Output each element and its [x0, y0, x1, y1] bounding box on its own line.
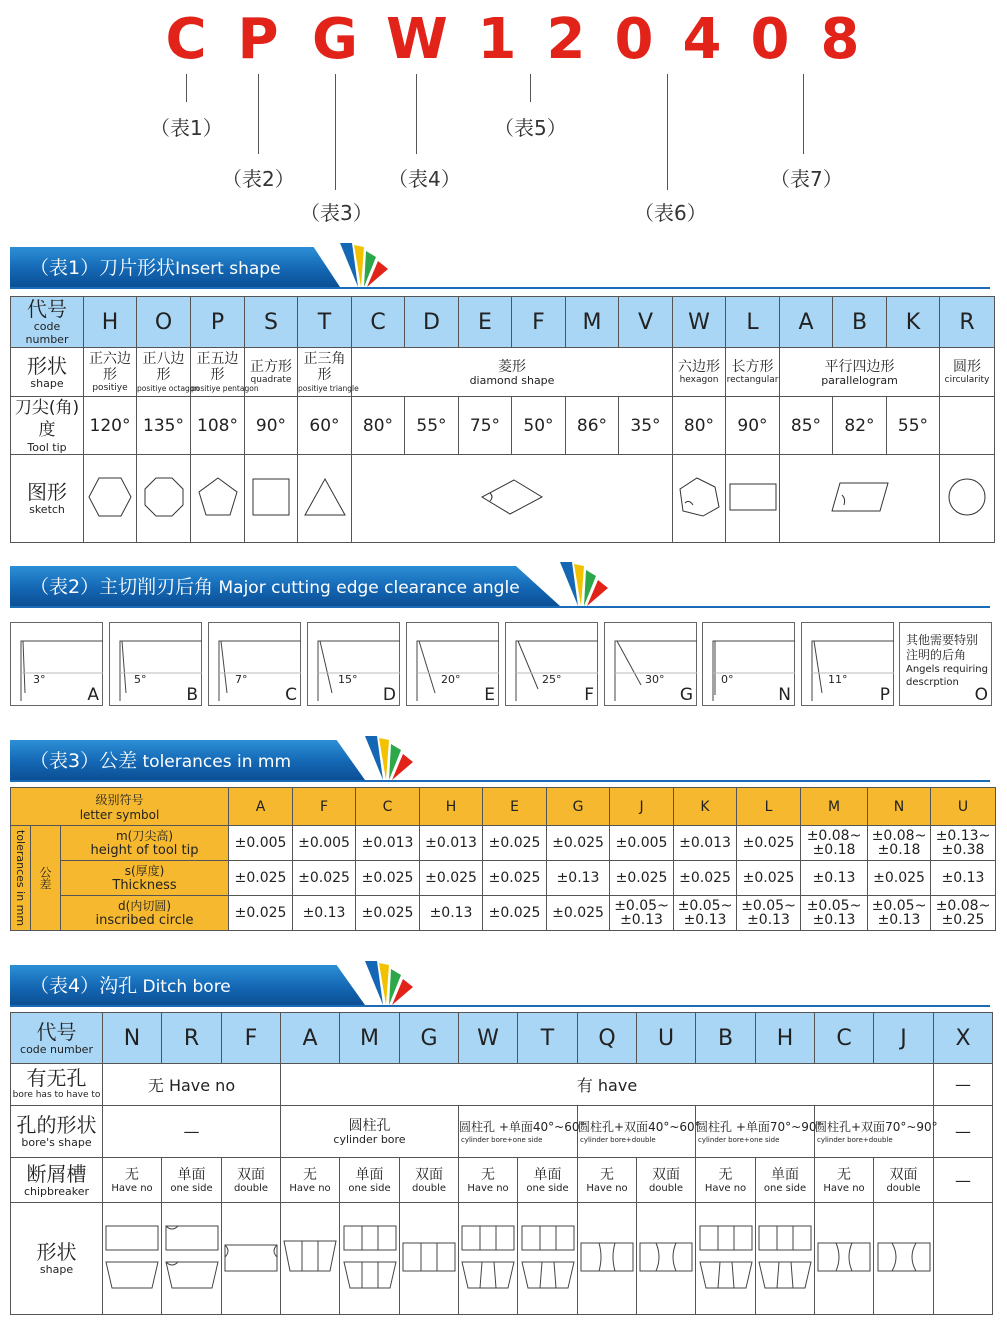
tolerance-cell: ±0.025 [420, 861, 483, 896]
bore-cell: 圆柱孔 cylinder bore [281, 1106, 459, 1158]
ref-label: （表4） [388, 167, 461, 191]
profile-icon [340, 1203, 400, 1315]
shape-cell: 正三角形 positiye triangle [298, 348, 352, 397]
tolerance-cell: ±0.025 [483, 861, 547, 896]
code-char: 0 [614, 7, 654, 72]
shape-cell: 正八边形 positiye octagon [137, 348, 191, 397]
has-cell: 有 have [281, 1064, 934, 1106]
code-cell: D [405, 297, 459, 348]
code-cell: K [887, 297, 940, 348]
section-banner-4 [10, 961, 415, 1005]
divider [10, 606, 990, 608]
shape-cell: 平行四边形 parallelogram [780, 348, 940, 397]
breaker-cell: 无 Have no [281, 1158, 340, 1203]
angle-cell: 80° [352, 397, 405, 455]
dash-cell: — [103, 1106, 281, 1158]
tolerance-letter: A [229, 788, 293, 826]
code-cell: F [222, 1013, 281, 1064]
ref-label: （表1） [150, 116, 223, 140]
breaker-cell: 无 Have no [103, 1158, 162, 1203]
row-label-code: 代号 code number [11, 297, 84, 348]
divider [10, 287, 990, 289]
letter-symbol-header: 级别符号 letter symbol [11, 788, 229, 826]
breaker-cell: 单面 one side [340, 1158, 400, 1203]
tolerance-cell: ±0.025 [229, 896, 293, 931]
tolerance-cell: ±0.08~ ±0.18 [801, 826, 868, 861]
tolerance-cell: ±0.05~ ±0.13 [801, 896, 868, 931]
profile-icon [874, 1203, 934, 1315]
code-char: 4 [682, 7, 722, 72]
profile-icon [637, 1203, 696, 1315]
code-char: C [165, 7, 207, 72]
section-banner-1 [10, 243, 390, 287]
shape-cell: 圆形 circularity [940, 348, 995, 397]
divider [10, 1005, 990, 1007]
breaker-cell: 单面 one side [518, 1158, 578, 1203]
tolerance-cell: ±0.005 [293, 826, 356, 861]
bore-cell: 圆柱孔 +单面40°~60° cylinder bore+one side [459, 1106, 578, 1158]
code-cell: B [833, 297, 887, 348]
code-cell: V [619, 297, 673, 348]
tolerance-letter: K [674, 788, 737, 826]
code-cell: M [340, 1013, 400, 1064]
profile-icon [578, 1203, 637, 1315]
angle-cell: 108° [191, 397, 245, 455]
breaker-cell: 双面 double [637, 1158, 696, 1203]
code-cell: J [874, 1013, 934, 1064]
breaker-cell: 双面 double [222, 1158, 281, 1203]
circle-icon [940, 455, 995, 543]
clearance-item: 5° B [109, 622, 202, 706]
code-cell: A [780, 297, 833, 348]
code-cell: C [815, 1013, 874, 1064]
tolerance-cell: ±0.025 [547, 826, 610, 861]
tolerance-cell: ±0.025 [547, 896, 610, 931]
clearance-item-other: 其他需要特别 注明的后角 Angels requiring descrption O [899, 622, 992, 706]
ditch-bore-table [10, 1012, 993, 1315]
code-cell: E [459, 297, 512, 348]
tolerance-cell: ±0.025 [868, 861, 931, 896]
rays-icon [355, 736, 415, 780]
code-cell: B [696, 1013, 756, 1064]
code-cell: U [637, 1013, 696, 1064]
code-char: W [386, 7, 448, 72]
angle-cell [940, 397, 995, 455]
code-cell: H [756, 1013, 815, 1064]
shape-cell: 正五边形 positiye pentagon [191, 348, 245, 397]
section-title-en: Insert shape [175, 259, 281, 279]
tolerance-cell: ±0.005 [610, 826, 674, 861]
tolerance-cell: ±0.13 [547, 861, 610, 896]
breaker-cell: 单面 one side [162, 1158, 222, 1203]
tolerance-side-label: tolerances in mm [11, 826, 31, 931]
code-cell: H [84, 297, 137, 348]
angle-cell: 120° [84, 397, 137, 455]
tolerance-letter: C [356, 788, 420, 826]
tolerance-side-cn: 公差 [31, 826, 61, 931]
angle-cell: 35° [619, 397, 673, 455]
dash-cell: — [934, 1064, 993, 1106]
tolerance-cell: ±0.05~ ±0.13 [737, 896, 801, 931]
triangle-icon [298, 455, 352, 543]
ref-line [258, 74, 259, 154]
angle-cell: 90° [245, 397, 298, 455]
breaker-cell: 双面 double [874, 1158, 934, 1203]
tolerance-row-label: s(厚度) Thickness [61, 861, 229, 896]
tolerance-letter: N [868, 788, 931, 826]
rays-icon [550, 562, 610, 606]
dash-cell: — [934, 1158, 993, 1203]
profile-icon [756, 1203, 815, 1315]
ref-label: （表7） [770, 167, 843, 191]
angle-cell: 86° [566, 397, 619, 455]
profile-icon [696, 1203, 756, 1315]
row-label-bore-shape: 孔的形状 bore's shape [11, 1106, 103, 1158]
angle-cell: 90° [726, 397, 780, 455]
tolerance-cell: ±0.025 [737, 826, 801, 861]
tolerance-cell: ±0.025 [483, 826, 547, 861]
bore-cell: 圆柱孔+双面40°~60° cylinder bore+double [578, 1106, 696, 1158]
code-cell: T [518, 1013, 578, 1064]
row-label-chipbreaker: 断屑槽 chipbreaker [11, 1158, 103, 1203]
code-cell: R [162, 1013, 222, 1064]
tolerance-cell: ±0.13 [801, 861, 868, 896]
code-cell: X [934, 1013, 993, 1064]
divider [10, 780, 990, 782]
code-cell: W [673, 297, 726, 348]
tolerance-letter: F [293, 788, 356, 826]
row-label-sketch: 图形 sketch [11, 455, 84, 543]
ref-line [186, 74, 187, 102]
ref-label: （表5） [494, 116, 567, 140]
code-cell: S [245, 297, 298, 348]
row-label-shape: 形状 shape [11, 348, 84, 397]
tolerance-row-label: d(内切圆) inscribed circle [61, 896, 229, 931]
clearance-item: 20° E [406, 622, 499, 706]
dash-cell: — [934, 1106, 993, 1158]
ref-label: （表6） [634, 201, 707, 225]
section-title: （表1）刀片形状 [30, 257, 176, 279]
has-no-cell: 无 Have no [103, 1064, 281, 1106]
code-char: 2 [546, 7, 586, 72]
tolerance-cell: ±0.025 [610, 861, 674, 896]
octagon-icon [137, 455, 191, 543]
code-cell: R [940, 297, 995, 348]
clearance-item: 30° G [604, 622, 697, 706]
tolerance-letter: M [801, 788, 868, 826]
rays-icon [330, 243, 390, 287]
tolerance-letter: J [610, 788, 674, 826]
code-cell: F [512, 297, 566, 348]
tolerance-cell: ±0.025 [293, 861, 356, 896]
shape-cell: 长方形 rectangular [726, 348, 780, 397]
tolerance-letter: L [737, 788, 801, 826]
angle-cell: 55° [405, 397, 459, 455]
section-title-en: Ditch bore [137, 977, 231, 997]
code-cell: M [566, 297, 619, 348]
tolerance-cell: ±0.13 [931, 861, 996, 896]
tolerance-cell: ±0.025 [483, 896, 547, 931]
square-icon [245, 455, 298, 543]
code-cell: G [400, 1013, 459, 1064]
ref-line [667, 74, 668, 190]
tolerance-letter: U [931, 788, 996, 826]
tolerance-cell: ±0.025 [229, 861, 293, 896]
clearance-item: 11° P [801, 622, 894, 706]
section-title-en: tolerances in mm [137, 752, 292, 772]
tolerance-cell: ±0.13 [420, 896, 483, 931]
profile-icon [222, 1203, 281, 1315]
tolerance-cell: ±0.05~ ±0.13 [868, 896, 931, 931]
rays-icon [355, 961, 415, 1005]
profile-icon [459, 1203, 518, 1315]
profile-icon [162, 1203, 222, 1315]
code-char: 1 [477, 7, 517, 72]
angle-cell: 85° [780, 397, 833, 455]
code-cell: C [352, 297, 405, 348]
ref-line [416, 74, 417, 154]
tolerance-letter: H [420, 788, 483, 826]
clearance-item: 7° C [208, 622, 301, 706]
profile-icon [518, 1203, 578, 1315]
profile-icon [103, 1203, 162, 1315]
shape-cell: 正六边形 positiye [84, 348, 137, 397]
section-title: （表2）主切削刃后角 [30, 576, 214, 598]
hexagon-irregular-icon [673, 455, 726, 543]
breaker-cell: 双面 double [400, 1158, 459, 1203]
angle-cell: 82° [833, 397, 887, 455]
tolerance-letter: E [483, 788, 547, 826]
profile-icon [815, 1203, 874, 1315]
row-label-bore: 有无孔 bore has to have to [11, 1064, 103, 1106]
breaker-cell: 无 Have no [815, 1158, 874, 1203]
ref-label: （表3） [300, 201, 373, 225]
section-banner-2 [10, 562, 610, 606]
insert-shape-table [10, 296, 995, 543]
clearance-item: 3° A [10, 622, 103, 706]
bore-cell: 圆柱孔 +单面70°~90° cylinder bore+one side [696, 1106, 815, 1158]
tolerance-cell: ±0.025 [674, 861, 737, 896]
code-cell: T [298, 297, 352, 348]
tolerance-cell: ±0.025 [737, 861, 801, 896]
angle-cell: 75° [459, 397, 512, 455]
code-cell: P [191, 297, 245, 348]
profile-icon [400, 1203, 459, 1315]
ref-label: （表2） [222, 167, 295, 191]
tolerance-table [10, 787, 996, 931]
code-cell: L [726, 297, 780, 348]
row-label-code: 代号 code number [11, 1013, 103, 1064]
ref-line [335, 74, 336, 190]
tolerance-cell: ±0.13 [293, 896, 356, 931]
clearance-item: 15° D [307, 622, 400, 706]
shape-cell: 正方形 quadrate [245, 348, 298, 397]
code-char: 0 [750, 7, 790, 72]
tolerance-cell: ±0.08~ ±0.18 [868, 826, 931, 861]
tolerance-cell: ±0.013 [356, 826, 420, 861]
code-cell: O [137, 297, 191, 348]
breaker-cell: 无 Have no [459, 1158, 518, 1203]
breaker-cell: 单面 one side [756, 1158, 815, 1203]
tolerance-cell: ±0.005 [229, 826, 293, 861]
angle-cell: 135° [137, 397, 191, 455]
code-char: G [312, 7, 358, 72]
breaker-cell: 无 Have no [696, 1158, 756, 1203]
shape-cell: 菱形 diamond shape [352, 348, 673, 397]
section-banner-3 [10, 736, 415, 780]
tolerance-cell: ±0.013 [674, 826, 737, 861]
angle-cell: 80° [673, 397, 726, 455]
rectangle-icon [726, 455, 780, 543]
tolerance-cell: ±0.08~ ±0.25 [931, 896, 996, 931]
angle-cell: 50° [512, 397, 566, 455]
tolerance-cell: ±0.013 [420, 826, 483, 861]
row-label-tooltip: 刀尖(角)度 Tool tip [11, 397, 84, 455]
code-cell: N [103, 1013, 162, 1064]
angle-cell: 60° [298, 397, 352, 455]
section-title-en: Major cutting edge clearance angle [213, 578, 520, 598]
tolerance-cell: ±0.025 [356, 896, 420, 931]
section-title: （表3）公差 [30, 750, 138, 772]
code-cell: Q [578, 1013, 637, 1064]
tolerance-cell: ±0.13~ ±0.38 [931, 826, 996, 861]
code-cell: A [281, 1013, 340, 1064]
breaker-cell: 无 Have no [578, 1158, 637, 1203]
tolerance-row-label: m(刀尖高) height of tool tip [61, 826, 229, 861]
dash-cell [934, 1203, 993, 1315]
shape-cell: 六边形 hexagon [673, 348, 726, 397]
angle-cell: 55° [887, 397, 940, 455]
tolerance-cell: ±0.025 [356, 861, 420, 896]
clearance-item: 25° F [505, 622, 598, 706]
ref-line [530, 74, 531, 102]
pentagon-icon [191, 455, 245, 543]
code-cell: W [459, 1013, 518, 1064]
hexagon-icon [84, 455, 137, 543]
ref-line [803, 74, 804, 154]
tolerance-cell: ±0.05~ ±0.13 [674, 896, 737, 931]
parallelogram-icon [780, 455, 940, 543]
profile-icon [281, 1203, 340, 1315]
code-char: P [237, 7, 279, 72]
diamond-icon [352, 455, 673, 543]
bore-cell: 圆柱孔+双面70°~90° cylinder bore+double [815, 1106, 934, 1158]
code-char: 8 [820, 7, 860, 72]
section-title: （表4）沟孔 [30, 975, 138, 997]
clearance-item: 0° N [702, 622, 795, 706]
tolerance-cell: ±0.05~ ±0.13 [610, 896, 674, 931]
tolerance-letter: G [547, 788, 610, 826]
row-label-shape: 形状 shape [11, 1203, 103, 1315]
